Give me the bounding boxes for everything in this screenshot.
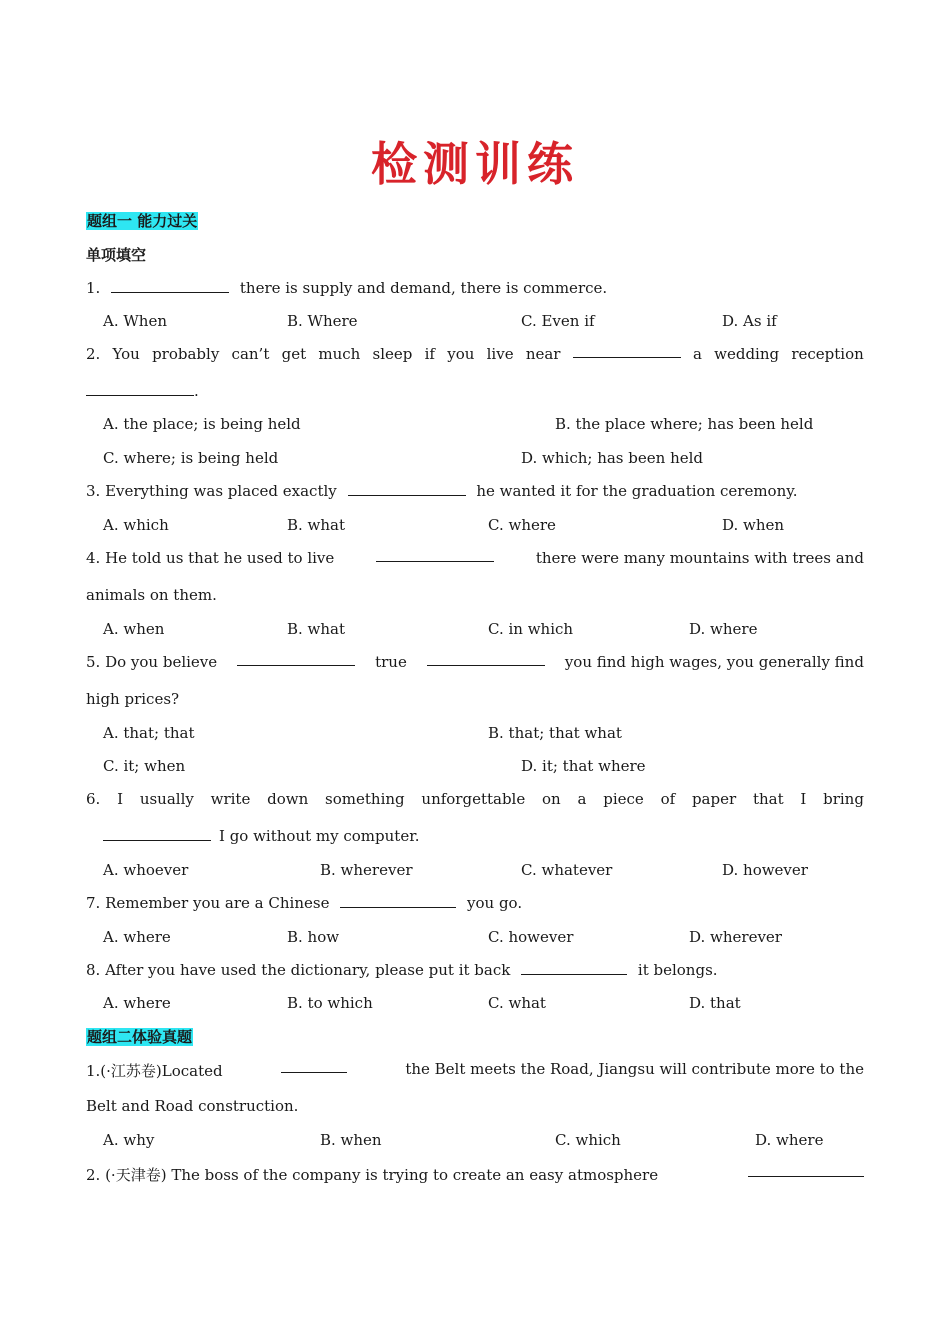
option-d: D. which; has been held	[521, 449, 703, 467]
question-text: 4. He told us that he used to live	[86, 549, 335, 567]
question-text: there were many mountains with trees and	[535, 549, 864, 567]
answer-blank	[573, 345, 681, 358]
section-heading-text: 题组二体验真题	[87, 1028, 193, 1046]
word: something	[325, 790, 405, 808]
question-3	[86, 482, 798, 500]
option-a: A. why	[103, 1131, 155, 1149]
question-4	[86, 549, 864, 567]
option-c: C. which	[555, 1131, 621, 1149]
answer-blank	[237, 653, 355, 666]
word: wedding	[714, 345, 780, 363]
option-a: A. where	[103, 928, 171, 946]
word: a	[692, 345, 702, 363]
option-c: C. Even if	[521, 312, 595, 330]
option-b: B. that; that what	[488, 724, 622, 742]
section-subheading: 单项填空	[86, 246, 147, 264]
question-2	[86, 345, 864, 363]
answer-blank	[103, 828, 211, 841]
option-d: D. where	[689, 620, 758, 638]
option-a: A. where	[103, 994, 171, 1012]
question-text: there is supply and demand, there is commerce.	[239, 279, 608, 297]
question-6	[86, 790, 864, 808]
question-text: 5. Do you believe	[86, 653, 218, 671]
word: if	[424, 345, 435, 363]
word: of	[660, 790, 676, 808]
word: sleep	[372, 345, 413, 363]
option-d: D. that	[689, 994, 741, 1012]
word: down	[267, 790, 309, 808]
option-d: D. where	[755, 1131, 824, 1149]
question-text: it belongs.	[637, 961, 718, 979]
option-d: D. wherever	[689, 928, 782, 946]
word: I	[117, 790, 124, 808]
question-text: animals on them.	[86, 586, 217, 604]
question-text: you go.	[467, 894, 523, 912]
answer-blank	[86, 383, 194, 396]
word: much	[318, 345, 361, 363]
option-b: B. Where	[287, 312, 358, 330]
question-1	[86, 279, 607, 297]
word: that	[752, 790, 784, 808]
option-d: D. when	[722, 516, 785, 534]
option-b: B. how	[287, 928, 340, 946]
word: near	[525, 345, 561, 363]
option-c: C. where; is being held	[103, 449, 279, 467]
option-a: A. When	[103, 312, 167, 330]
answer-blank	[427, 653, 545, 666]
option-c: C. what	[488, 994, 546, 1012]
word: piece	[603, 790, 644, 808]
option-a: A. that; that	[103, 724, 195, 742]
option-b: B. wherever	[320, 861, 413, 879]
question-text: 2. (·天津卷) The boss of the company is trying to create an easy atmosphere	[86, 1166, 659, 1184]
word: reception	[791, 345, 864, 363]
question-2-continued	[86, 382, 199, 400]
question-text: 1.(·江苏卷)Located	[86, 1062, 223, 1080]
option-b: B. to which	[287, 994, 373, 1012]
question-text: true	[375, 653, 407, 671]
question-text: 7. Remember you are a Chinese	[86, 894, 330, 912]
option-d: D. it; that where	[521, 757, 646, 775]
word: unforgettable	[421, 790, 526, 808]
option-c: C. where	[488, 516, 556, 534]
question-text: 3. Everything was placed exactly	[86, 482, 337, 500]
question-text: I go without my computer.	[219, 827, 420, 845]
option-a: A. which	[103, 516, 169, 534]
option-b: B. when	[320, 1131, 382, 1149]
word: You	[112, 345, 140, 363]
word: probably	[152, 345, 220, 363]
answer-blank	[521, 962, 627, 975]
option-c: C. it; when	[103, 757, 186, 775]
answer-blank	[376, 549, 494, 562]
question-5	[86, 653, 864, 671]
word: get	[281, 345, 307, 363]
real-question-1	[86, 1060, 864, 1081]
word: on	[542, 790, 561, 808]
word: can’t	[231, 345, 270, 363]
word: usually	[139, 790, 194, 808]
question-text: you find high wages, you generally find	[564, 653, 864, 671]
question-text: 8. After you have used the dictionary, please put it back	[86, 961, 511, 979]
question-text: he wanted it for the graduation ceremony.	[476, 482, 798, 500]
answer-blank	[348, 483, 466, 496]
answer-blank	[340, 895, 456, 908]
option-b: B. what	[287, 516, 346, 534]
question-text: high prices?	[86, 690, 180, 708]
option-a: A. the place; is being held	[103, 415, 301, 433]
question-7	[86, 894, 522, 912]
word: I	[800, 790, 807, 808]
option-a: A. whoever	[103, 861, 189, 879]
page-title: 检测训练	[371, 137, 579, 191]
option-b: B. what	[287, 620, 346, 638]
word: bring	[823, 790, 864, 808]
word: 2.	[86, 345, 101, 363]
section-heading	[86, 1026, 193, 1047]
option-c: C. whatever	[521, 861, 613, 879]
option-c: C. however	[488, 928, 574, 946]
question-text: the Belt meets the Road, Jiangsu will contribute more to the	[405, 1060, 864, 1078]
question-text: Belt and Road construction.	[86, 1097, 299, 1115]
word: 6.	[86, 790, 101, 808]
word: live	[486, 345, 514, 363]
question-number: 1.	[86, 279, 101, 297]
section-heading-text: 题组一 能力过关	[87, 212, 198, 230]
real-question-2	[86, 1164, 864, 1185]
option-c: C. in which	[488, 620, 574, 638]
word: write	[210, 790, 251, 808]
question-6-continued	[103, 827, 420, 845]
answer-blank	[111, 280, 229, 293]
answer-blank	[748, 1164, 864, 1177]
question-8	[86, 961, 718, 979]
section-heading	[86, 210, 198, 231]
answer-blank	[281, 1060, 347, 1073]
punctuation: .	[194, 382, 199, 400]
option-d: D. As if	[722, 312, 777, 330]
word: you	[447, 345, 475, 363]
word: a	[577, 790, 587, 808]
option-d: D. however	[722, 861, 808, 879]
option-b: B. the place where; has been held	[555, 415, 814, 433]
word: paper	[691, 790, 737, 808]
option-a: A. when	[103, 620, 165, 638]
